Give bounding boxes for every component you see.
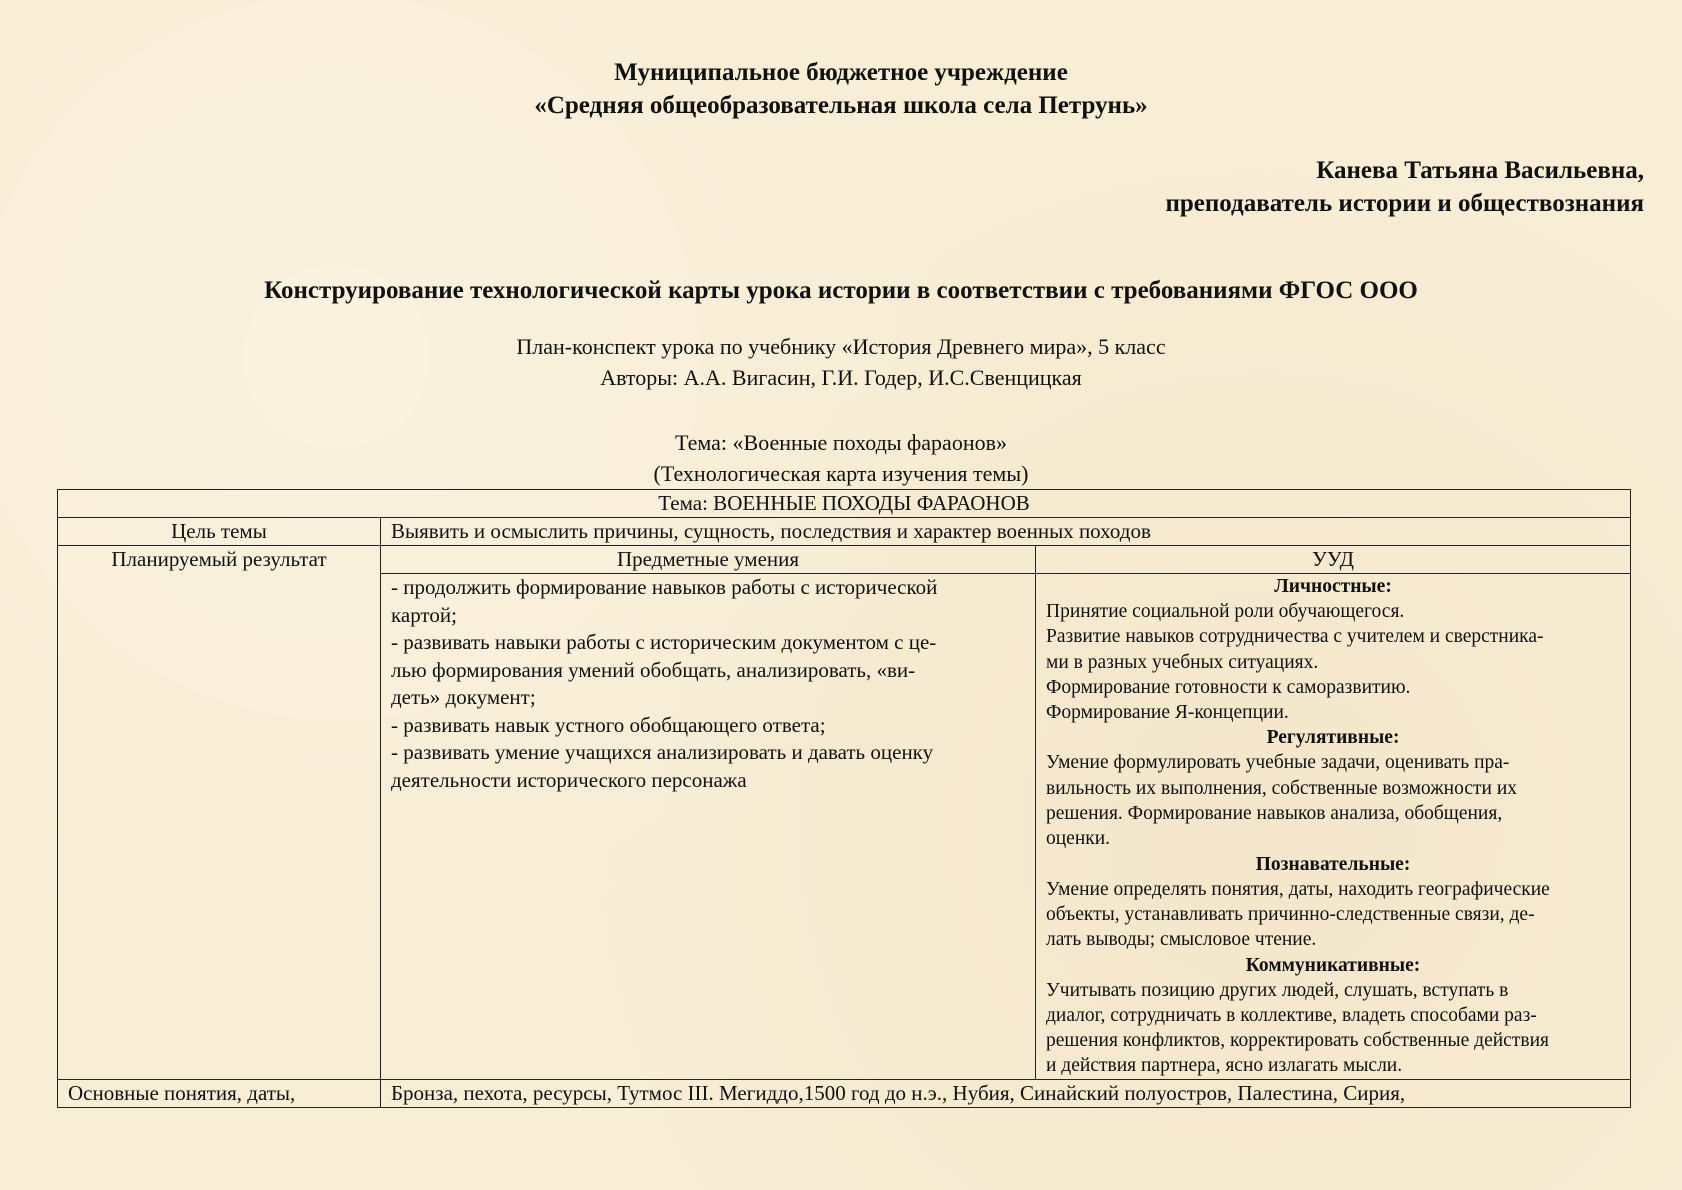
table-row [58,490,1631,518]
institution-heading [0,56,1682,122]
author-block [1165,154,1644,220]
subject-skill-line: деть» документ; [391,685,536,709]
institution-line-1: Муниципальное бюджетное учреждение [614,59,1068,86]
subject-skill-line: - продолжить формирование навыков работы с исторической [391,575,938,599]
topic-subtitle: (Технологическая карта изучения темы) [653,461,1029,486]
plan-textbook: План-конспект урока по учебнику «История Древнего мира», 5 класс [516,334,1166,359]
subject-skill-line: - развивать навыки работы с историческим документом с це- [391,630,937,654]
table-row [58,1079,1631,1107]
goal-value-cell: Выявить и осмыслить причины, сущность, последствия и характер военных походов [381,518,1631,546]
topic-info [0,427,1682,489]
uud-line: Умение формулировать учебные задачи, оценивать пра- [1046,752,1510,774]
subject-skills-label-cell: Предметные умения [381,546,1036,574]
uud-line: лать выводы; смысловое чтение. [1046,929,1317,951]
uud-line: вильность их выполнения, собственные возможности их [1046,777,1518,799]
uud-label-cell: УУД [1036,546,1631,574]
uud-line: Формирование готовности к саморазвитию. [1046,676,1411,698]
uud-personal-heading: Личностные: [1274,576,1392,597]
uud-line: Развитие навыков сотрудничества с учителем и сверстника- [1046,626,1544,648]
subject-skill-line: - развивать умение учащихся анализировать и давать оценку [391,740,934,764]
topic-title: Тема: «Военные походы фараонов» [675,430,1007,455]
lesson-plan-info [0,331,1682,393]
uud-communicative-heading: Коммуникативные: [1245,954,1421,976]
subject-skills-cell [381,574,1036,1080]
uud-line: решения. Формирование навыков анализа, обобщения, [1046,803,1503,825]
plan-authors: Авторы: А.А. Вигасин, Г.И. Годер, И.С.Свенцицкая [600,365,1082,390]
uud-line: и действия партнера, ясно излагать мысли. [1046,1055,1403,1077]
table-header-cell: Тема: ВОЕННЫЕ ПОХОДЫ ФАРАОНОВ [58,490,1631,518]
uud-line: Принятие социальной роли обучающегося. [1046,601,1405,622]
concepts-label-cell: Основные понятия, даты, [58,1079,381,1107]
uud-line: объекты, устанавливать причинно-следственные связи, де- [1046,903,1535,925]
subject-skill-line: деятельности исторического персонажа [391,767,747,792]
uud-line: диалог, сотрудничать в коллективе, владеть способами раз- [1046,1004,1537,1026]
uud-cognitive-heading: Познавательные: [1255,853,1411,875]
subject-skill-line: - развивать навык устного обобщающего ответа; [391,712,826,737]
subject-skill-line: картой; [391,602,457,627]
result-label-cell: Планируемый результат [58,546,381,1080]
table-row [58,546,1631,574]
uud-regulatory-heading: Регулятивные: [1266,727,1400,749]
concepts-value-cell: Бронза, пехота, ресурсы, Тутмос III. Мегиддо,1500 год до н.э., Нубия, Синайский полуостров, Палестина, Сирия, [381,1079,1631,1107]
uud-line: Умение определять понятия, даты, находить географические [1046,878,1550,900]
author-name: Канева Татьяна Васильевна, [1316,157,1644,184]
document-title: Конструирование технологической карты урока истории в соответствии с требованиями ФГОС ООО [264,277,1418,304]
uud-cell [1036,574,1631,1080]
table-row [58,518,1631,546]
goal-label-cell: Цель темы [58,518,381,546]
uud-line: ми в разных учебных ситуациях. [1046,651,1319,673]
uud-line: оценки. [1046,828,1111,850]
subject-skill-line: лью формирования умений обобщать, анализировать, «ви- [391,657,916,682]
institution-line-2: «Средняя общеобразовательная школа села Петрунь» [534,92,1148,119]
uud-line: решения конфликтов, корректировать собственные действия [1046,1030,1549,1052]
uud-line: Учитывать позицию других людей, слушать, вступать в [1046,979,1509,1001]
uud-line: Формирование Я-концепции. [1046,702,1289,724]
author-role: преподаватель истории и обществознания [1165,190,1644,217]
technology-card-table [57,489,1631,1108]
